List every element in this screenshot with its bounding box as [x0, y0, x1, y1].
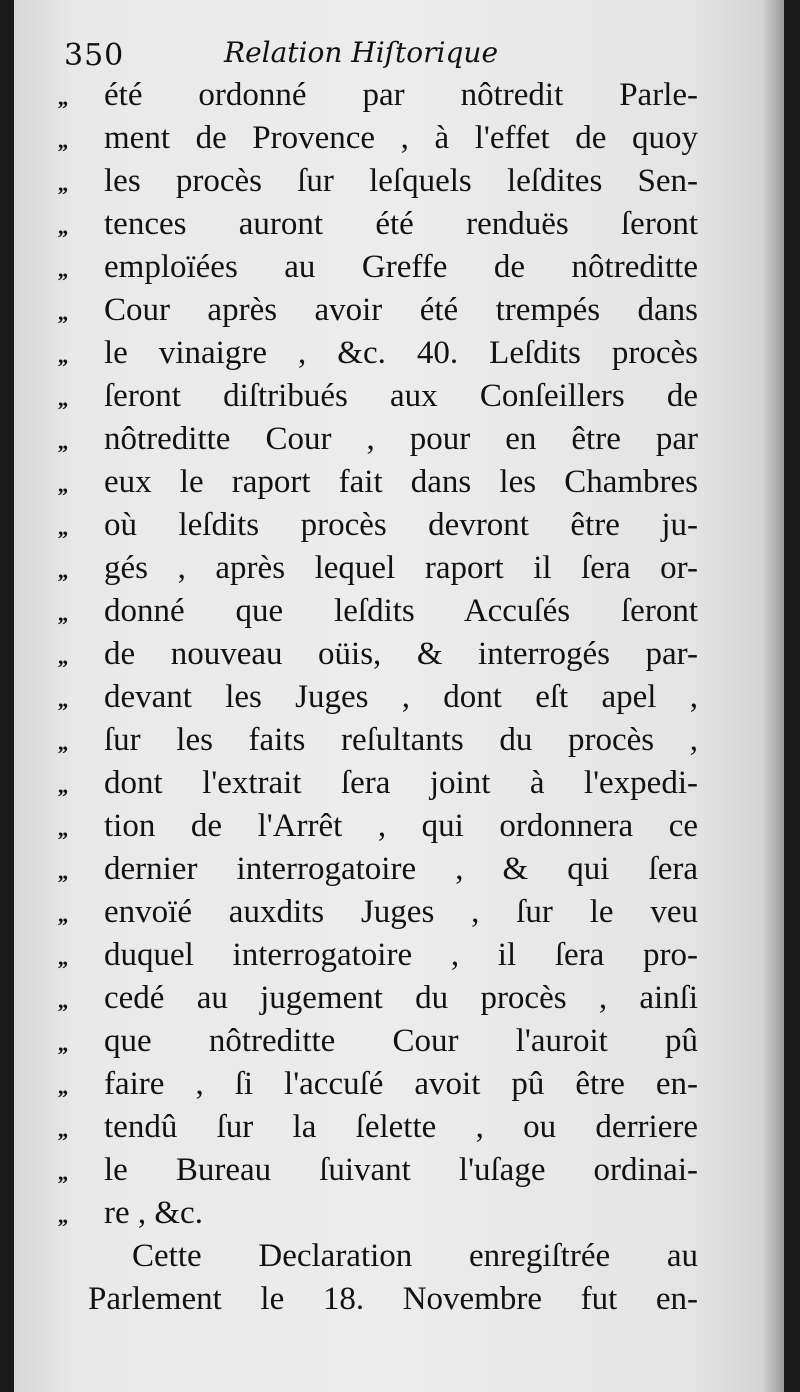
- line-text: devant les Juges , dont eſt apel ,: [104, 679, 698, 715]
- quoted-line: [58, 891, 698, 934]
- line-text: ſur les faits reſultants du procès ,: [104, 722, 698, 758]
- line-text: où leſdits procès devront être ju-: [104, 507, 698, 543]
- quoted-line: [58, 934, 698, 977]
- quote-mark: ,,: [58, 1074, 67, 1099]
- quote-mark: ,,: [58, 1117, 67, 1142]
- quoted-line: [58, 332, 698, 375]
- quote-mark: ,,: [58, 687, 67, 712]
- quoted-line: [58, 375, 698, 418]
- line-text: ment de Provence , à l'effet de quoy: [104, 120, 698, 156]
- quote-mark: ,,: [58, 171, 67, 196]
- quote-mark: ,,: [58, 773, 67, 798]
- page-edge-shadow: [762, 0, 784, 1392]
- quoted-line: [58, 203, 698, 246]
- quote-mark: ,,: [58, 472, 67, 497]
- quote-mark: ,,: [58, 1203, 67, 1228]
- line-text: re , &c.: [104, 1195, 203, 1231]
- book-page: [14, 0, 784, 1392]
- quote-mark: ,,: [58, 85, 67, 110]
- quoted-line: [58, 117, 698, 160]
- quote-mark: ,,: [58, 257, 67, 282]
- quote-mark: ,,: [58, 902, 67, 927]
- line-text: envoïé auxdits Juges , ſur le veu: [104, 894, 698, 930]
- page-number: 350: [64, 38, 125, 73]
- quoted-line: [58, 719, 698, 762]
- line-text: Cette Declaration enregiſtrée au: [132, 1238, 698, 1274]
- paragraph-line: [58, 1235, 698, 1278]
- running-head-title: Relation Hiſtorique: [224, 36, 499, 69]
- line-text: emploïées au Greffe de nôtreditte: [104, 249, 698, 285]
- line-text: donné que leſdits Accuſés ſeront: [104, 593, 698, 629]
- quote-mark: ,,: [58, 300, 67, 325]
- quoted-line: [58, 461, 698, 504]
- line-text: de nouveau oüis, & interrogés par-: [104, 636, 698, 672]
- line-text: Cour après avoir été trempés dans: [104, 292, 698, 328]
- line-text: gés , après lequel raport il ſera or-: [104, 550, 698, 586]
- line-text: dernier interrogatoire , & qui ſera: [104, 851, 698, 887]
- quoted-line: [58, 418, 698, 461]
- quoted-line: [58, 160, 698, 203]
- line-text: dont l'extrait ſera joint à l'expedi-: [104, 765, 698, 801]
- quoted-line: [58, 977, 698, 1020]
- quoted-line: [58, 289, 698, 332]
- quoted-line: [58, 590, 698, 633]
- quote-mark: ,,: [58, 988, 67, 1013]
- quoted-line: [58, 1149, 698, 1192]
- line-text: Parlement le 18. Novembre fut en-: [88, 1281, 698, 1317]
- quote-mark: ,,: [58, 945, 67, 970]
- quote-mark: ,,: [58, 601, 67, 626]
- quote-mark: ,,: [58, 859, 67, 884]
- quoted-line: [58, 246, 698, 289]
- quoted-line: [58, 1192, 698, 1235]
- quoted-line: [58, 504, 698, 547]
- quoted-line: [58, 805, 698, 848]
- quoted-line: [58, 1106, 698, 1149]
- quote-mark: ,,: [58, 128, 67, 153]
- line-text: le vinaigre , &c. 40. Leſdits procès: [104, 335, 698, 371]
- line-text: tences auront été renduës ſeront: [104, 206, 698, 242]
- quoted-line: [58, 848, 698, 891]
- line-text: tion de l'Arrêt , qui ordonnera ce: [104, 808, 698, 844]
- line-text: été ordonné par nôtredit Parle-: [104, 77, 698, 113]
- quoted-line: [58, 547, 698, 590]
- line-text: les procès ſur leſquels leſdites Sen-: [104, 163, 698, 199]
- quoted-line: [58, 762, 698, 805]
- line-text: eux le raport fait dans les Chambres: [104, 464, 698, 500]
- line-text: ſeront diſtribués aux Conſeillers de: [104, 378, 698, 414]
- quote-mark: ,,: [58, 1160, 67, 1185]
- quoted-line: [58, 676, 698, 719]
- line-text: que nôtreditte Cour l'auroit pû: [104, 1023, 698, 1059]
- quote-mark: ,,: [58, 730, 67, 755]
- quote-mark: ,,: [58, 558, 67, 583]
- quote-mark: ,,: [58, 214, 67, 239]
- quote-mark: ,,: [58, 429, 67, 454]
- quote-mark: ,,: [58, 515, 67, 540]
- quoted-line: [58, 74, 698, 117]
- paragraph-line: [58, 1278, 698, 1321]
- line-text: duquel interrogatoire , il ſera pro-: [104, 937, 698, 973]
- quote-mark: ,,: [58, 644, 67, 669]
- line-text: nôtreditte Cour , pour en être par: [104, 421, 698, 457]
- quote-mark: ,,: [58, 1031, 67, 1056]
- line-text: le Bureau ſuivant l'uſage ordinai-: [104, 1152, 698, 1188]
- quoted-line: [58, 1063, 698, 1106]
- quote-mark: ,,: [58, 343, 67, 368]
- quote-mark: ,,: [58, 386, 67, 411]
- line-text: tendû ſur la ſelette , ou derriere: [104, 1109, 698, 1145]
- quoted-line: [58, 633, 698, 676]
- line-text: cedé au jugement du procès , ainſi: [104, 980, 698, 1016]
- quoted-line: [58, 1020, 698, 1063]
- quote-mark: ,,: [58, 816, 67, 841]
- line-text: faire , ſi l'accuſé avoit pû être en-: [104, 1066, 698, 1102]
- body-text: [58, 74, 698, 1321]
